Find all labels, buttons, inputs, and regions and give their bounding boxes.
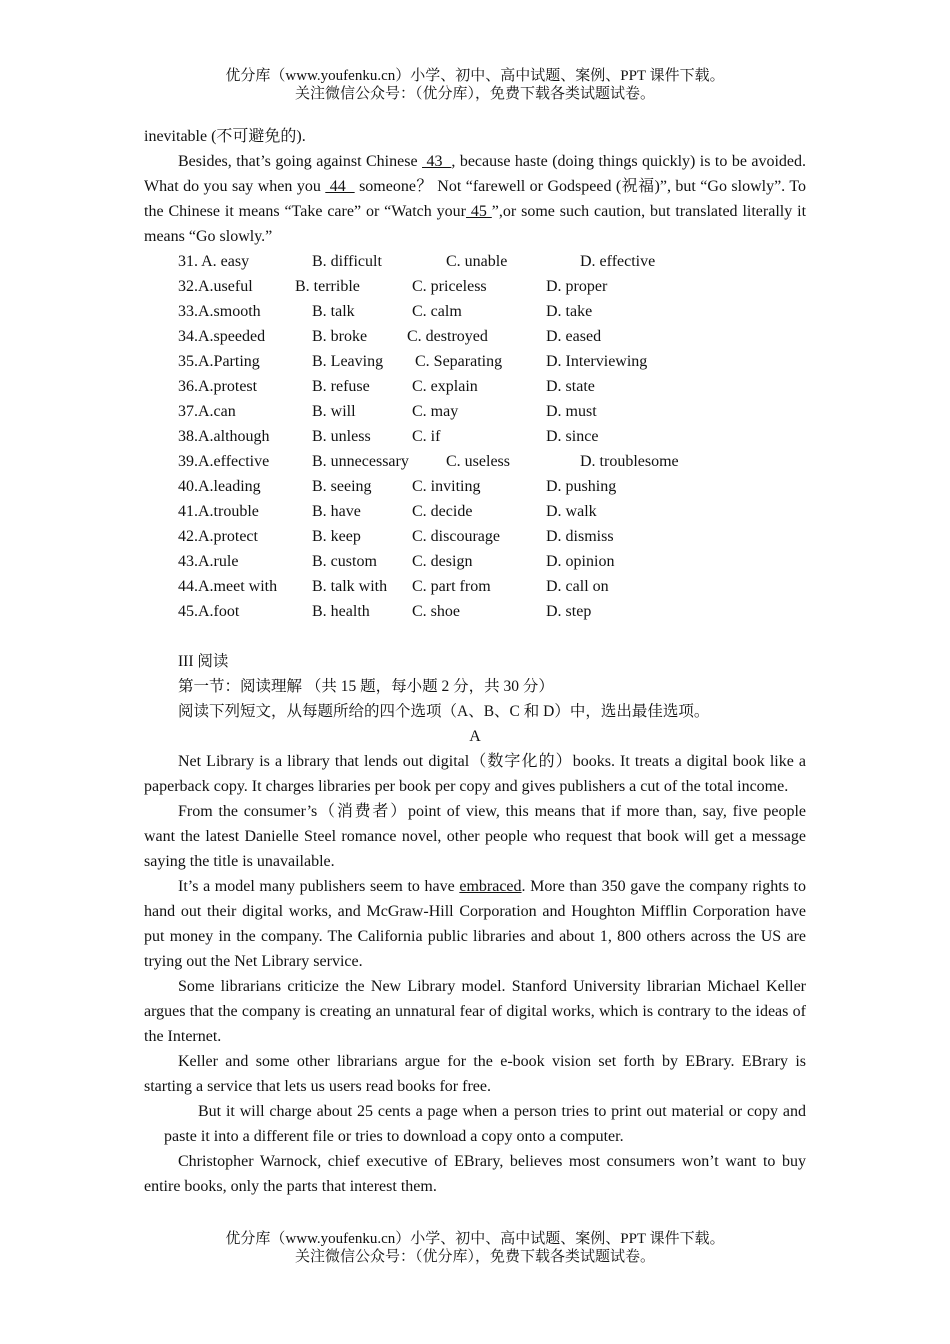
- option-d: D. proper: [546, 278, 608, 295]
- blank-45: 45: [465, 203, 492, 220]
- option-row-44: [178, 574, 806, 599]
- option-c: C. inviting: [412, 478, 481, 495]
- option-c: C. if: [412, 428, 441, 445]
- option-row-40: [178, 474, 806, 499]
- passage-text: It’s a model many publishers seem to have: [178, 878, 460, 895]
- option-b: B. seeing: [312, 478, 372, 495]
- option-c: C. shoe: [412, 603, 460, 620]
- option-b: B. will: [312, 403, 356, 420]
- option-row-37: [178, 399, 806, 424]
- blank-43: 43: [422, 153, 452, 170]
- spacer: [144, 624, 806, 649]
- option-b: B. custom: [312, 553, 377, 570]
- option-a: 45.A.foot: [178, 603, 240, 620]
- option-a: 42.A.protect: [178, 528, 258, 545]
- part-title: 第一节：阅读理解 （共 15 题，每小题 2 分，共 30 分）: [178, 678, 554, 695]
- cloze-text: someone？ Not “farewell or Godspeed (祝福)”, but “Go slowly”. To the Chinese it means “Take care” or “Watch your: [144, 178, 806, 220]
- option-d: D. since: [546, 428, 599, 445]
- option-row-33: [178, 299, 806, 324]
- instruction: 阅读下列短文，从每题所给的四个选项（A、B、C 和 D）中，选出最佳选项。: [178, 703, 710, 720]
- option-d: D. dismiss: [546, 528, 614, 545]
- footer-line-1: 优分库（www.youfenku.cn）小学、初中、高中试题、案例、PPT 课件下载。: [225, 1231, 725, 1247]
- option-c: C. calm: [412, 303, 462, 320]
- passage-paragraph-6: But it will charge about 25 cents a page when a person tries to print out material or copy and paste it into a different file or tries to download a copy onto a computer.: [164, 1103, 806, 1145]
- option-a: 37.A.can: [178, 403, 236, 420]
- option-a: 34.A.speeded: [178, 328, 266, 345]
- passage-text: . More than 350 gave the company rights to hand out their digital works, and McGraw-Hill Corporation and Houghton Mifflin Corporation have put money in the company. The California public libraries and about 1, 800 others across the US are trying out the Net Library service.: [144, 878, 806, 970]
- option-d: D. take: [546, 303, 593, 320]
- passage-paragraph-1: Net Library is a library that lends out digital（数字化的）books. It treats a digital book like a paperback copy. It charges libraries per book per copy and gives publishers a cut of the total income.: [144, 753, 806, 795]
- option-a: 32.A.useful: [178, 278, 253, 295]
- option-row-45: [178, 599, 806, 624]
- option-a: 39.A.effective: [178, 453, 270, 470]
- option-c: C. part from: [412, 578, 491, 595]
- option-c: C. may: [412, 403, 459, 420]
- cloze-text: Besides, that’s going against Chinese: [178, 153, 423, 170]
- blank-44: 44: [325, 178, 355, 195]
- cloze-text: ”,or some such caution, but translated literally it means “Go slowly.”: [144, 203, 807, 245]
- option-b: B. unless: [312, 428, 371, 445]
- option-a: 35.A.Parting: [178, 353, 260, 370]
- option-b: B. have: [312, 503, 361, 520]
- option-b: B. terrible: [295, 278, 360, 295]
- option-row-38: [178, 424, 806, 449]
- document-body: [144, 124, 806, 1199]
- option-a: 40.A.leading: [178, 478, 261, 495]
- cloze-paragraph: [144, 149, 806, 249]
- passage-label: A: [469, 728, 481, 745]
- option-d: D. state: [546, 378, 595, 395]
- option-row-32: [178, 274, 806, 299]
- option-row-36: [178, 374, 806, 399]
- option-b: B. talk with: [312, 578, 388, 595]
- option-c: C. useless: [446, 453, 510, 470]
- option-row-43: [178, 549, 806, 574]
- cloze-text: , because haste (doing things quickly) is to be avoided. What do you say when you: [144, 153, 807, 195]
- option-b: B. Leaving: [312, 353, 384, 370]
- option-b: B. unnecessary: [312, 453, 409, 470]
- option-a: 43.A.rule: [178, 553, 239, 570]
- option-row-31: [178, 249, 806, 274]
- option-c: C. Separating: [415, 353, 503, 370]
- option-a: 44.A.meet with: [178, 578, 278, 595]
- option-b: B. broke: [312, 328, 368, 345]
- option-c: C. unable: [446, 253, 508, 270]
- option-b: B. difficult: [312, 253, 382, 270]
- option-row-41: [178, 499, 806, 524]
- option-d: D. walk: [546, 503, 597, 520]
- cloze-options: [178, 249, 806, 624]
- option-row-34: [178, 324, 806, 349]
- passage-paragraph-5: Keller and some other librarians argue for the e-book vision set forth by EBrary. EBrary is starting a service that lets us users read books for free.: [144, 1053, 806, 1095]
- option-d: D. troublesome: [580, 453, 679, 470]
- option-a: 31. A. easy: [178, 253, 250, 270]
- option-c: C. decide: [412, 503, 473, 520]
- option-d: D. pushing: [546, 478, 617, 495]
- option-a: 41.A.trouble: [178, 503, 259, 520]
- page-header: [0, 67, 950, 103]
- header-line-1: 优分库（www.youfenku.cn）小学、初中、高中试题、案例、PPT 课件下载。: [225, 68, 725, 84]
- option-d: D. opinion: [546, 553, 615, 570]
- option-a: 33.A.smooth: [178, 303, 261, 320]
- option-row-35: [178, 349, 806, 374]
- option-a: 38.A.although: [178, 428, 270, 445]
- option-d: D. Interviewing: [546, 353, 648, 370]
- passage-paragraph-3: [144, 874, 806, 974]
- section-title: III 阅读: [178, 653, 229, 670]
- passage-paragraph-4: Some librarians criticize the New Library model. Stanford University librarian Michael Keller argues that the company is creating an unnatural fear of digital works, which is contrary to the ideas of the Internet.: [144, 978, 806, 1045]
- option-d: D. eased: [546, 328, 602, 345]
- option-d: D. effective: [580, 253, 656, 270]
- option-c: C. destroyed: [407, 328, 488, 345]
- cloze-carry-line: inevitable (不可避免的).: [144, 128, 306, 145]
- option-row-42: [178, 524, 806, 549]
- footer-line-2: 关注微信公众号：（优分库），免费下载各类试题试卷。: [294, 1249, 655, 1265]
- page-footer: [0, 1230, 950, 1266]
- option-b: B. refuse: [312, 378, 370, 395]
- option-d: D. must: [546, 403, 597, 420]
- option-a: 36.A.protest: [178, 378, 258, 395]
- passage-paragraph-2: From the consumer’s（消费者）point of view, this means that if more than, say, five people want the latest Danielle Steel romance novel, other people who request that book will get a message saying the title is unavailable.: [144, 803, 806, 870]
- option-c: C. priceless: [412, 278, 487, 295]
- underlined-word: embraced: [459, 878, 522, 895]
- header-line-2: 关注微信公众号：（优分库），免费下载各类试题试卷。: [294, 86, 655, 102]
- option-c: C. discourage: [412, 528, 500, 545]
- option-c: C. explain: [412, 378, 478, 395]
- option-b: B. keep: [312, 528, 361, 545]
- option-b: B. health: [312, 603, 370, 620]
- option-d: D. step: [546, 603, 592, 620]
- option-b: B. talk: [312, 303, 355, 320]
- passage-paragraph-7: Christopher Warnock, chief executive of EBrary, believes most consumers won’t want to buy entire books, only the parts that interest them.: [144, 1153, 806, 1195]
- option-row-39: [178, 449, 806, 474]
- option-d: D. call on: [546, 578, 609, 595]
- option-c: C. design: [412, 553, 473, 570]
